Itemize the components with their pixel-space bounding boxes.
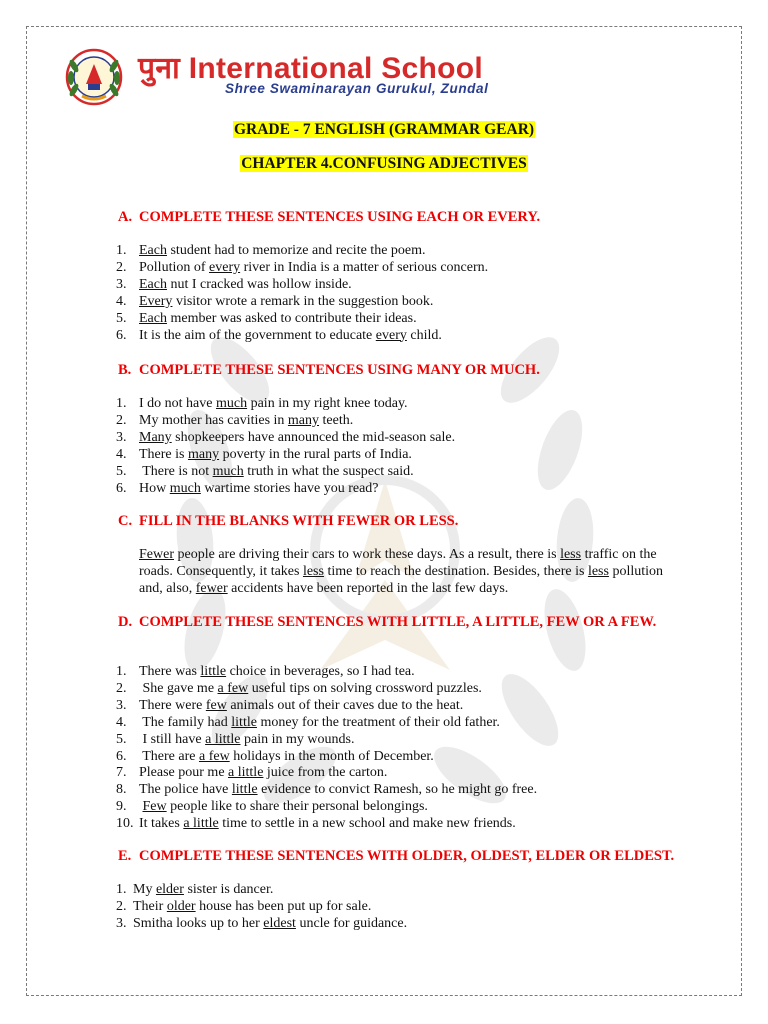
answer-word: a few <box>217 680 249 696</box>
item-number: 3. <box>116 429 127 445</box>
sentence-item <box>116 749 537 766</box>
sentence-item <box>116 732 537 749</box>
answer-word: Few <box>142 799 167 815</box>
sentence-item <box>116 698 537 715</box>
sentence-text: nut I cracked was hollow inside. <box>166 276 352 292</box>
item-number: 1. <box>116 882 127 897</box>
answer-word: less <box>587 563 609 579</box>
sentence-item <box>116 715 537 732</box>
sentence-text: The family had <box>139 714 232 730</box>
section-d-heading: D. COMPLETE THESE SENTENCES WITH LITTLE, A LITTLE, FEW OR A FEW. <box>118 614 657 630</box>
paragraph-text: people are driving their cars to work these days. As a result, there is <box>174 547 561 562</box>
sentence-text: sister is dancer. <box>183 882 274 897</box>
sentence-item <box>116 481 455 498</box>
sentence-item <box>116 413 455 430</box>
sentence-text: pain in my right knee today. <box>247 396 408 411</box>
answer-word: fewer <box>195 580 228 596</box>
answer-word: a few <box>198 748 230 764</box>
sentence-text: Please pour me <box>139 765 229 781</box>
sentence-text: Smitha looks up to her <box>133 915 264 931</box>
answer-word: less <box>302 563 324 579</box>
answer-word: Each <box>139 243 167 258</box>
sentence-item <box>116 882 407 899</box>
sentence-item <box>116 277 488 294</box>
school-name-hindi: पुना <box>138 52 181 85</box>
item-number: 1. <box>116 396 127 411</box>
sentence-text: pain in my wounds. <box>240 731 355 747</box>
sentence-text: wartime stories have you read? <box>200 480 379 496</box>
sentence-item <box>116 243 488 260</box>
answer-word: Each <box>139 276 167 292</box>
item-number: 2. <box>116 259 127 275</box>
sentence-text: It takes <box>139 816 184 832</box>
item-number: 6. <box>116 480 127 496</box>
sentence-text: Their <box>133 898 167 914</box>
sentence-item <box>116 430 455 447</box>
item-number: 2. <box>116 898 127 914</box>
sentence-item <box>116 816 537 833</box>
section-b-heading: B. COMPLETE THESE SENTENCES USING MANY OR MUCH. <box>118 362 540 378</box>
answer-word: many <box>287 412 320 428</box>
school-subtitle: Shree Swaminarayan Gurukul, Zundal <box>225 81 489 96</box>
chapter-title: CHAPTER 4.CONFUSING ADJECTIVES <box>241 155 527 172</box>
sentence-item <box>116 447 455 464</box>
sentence-text: There is not <box>139 463 213 479</box>
sentence-item <box>116 464 455 481</box>
answer-word: much <box>169 480 201 496</box>
sentence-text: truth in what the suspect said. <box>243 463 414 479</box>
sentence-text: I do not have <box>139 396 216 411</box>
answer-word: eldest <box>263 915 296 931</box>
sentence-item <box>116 765 537 782</box>
school-logo <box>64 48 124 106</box>
sentence-text: animals out of their caves due to the heat. <box>226 697 464 713</box>
item-number: 5. <box>116 731 127 747</box>
answer-word: older <box>166 898 196 914</box>
sentence-text: How <box>139 480 170 496</box>
section-e-list <box>116 882 407 933</box>
sentence-text: There is <box>139 446 188 462</box>
sentence-text: She gave me <box>139 680 218 696</box>
paragraph-text: pollution and, also, <box>139 563 663 596</box>
sentence-text: house has been put up for sale. <box>195 898 372 914</box>
section-a-list <box>116 243 488 344</box>
paragraph-text: traffic on the roads. Consequently, it takes <box>139 547 657 579</box>
section-c-paragraph <box>139 547 679 598</box>
answer-word: little <box>231 782 258 798</box>
school-name-english: International School <box>188 52 484 85</box>
item-number: 6. <box>116 327 127 343</box>
answer-word: Each <box>139 310 167 326</box>
item-number: 8. <box>116 782 127 798</box>
item-number: 1. <box>116 664 127 679</box>
answer-word: Fewer <box>139 547 174 562</box>
answer-word: every <box>375 327 407 343</box>
sentence-text: time to settle in a new school and make new friends. <box>218 816 516 832</box>
sentence-text: There were <box>139 697 206 713</box>
item-number: 9. <box>116 799 127 815</box>
sentence-text: Pollution of <box>139 259 210 275</box>
sentence-text: shopkeepers have announced the mid-season sale. <box>171 429 456 445</box>
item-number: 4. <box>116 446 127 462</box>
answer-word: a little <box>205 731 241 747</box>
item-number: 4. <box>116 293 127 309</box>
sentence-text: child. <box>406 327 442 343</box>
section-e-heading: E. COMPLETE THESE SENTENCES WITH OLDER, OLDEST, ELDER OR ELDEST. <box>118 848 675 864</box>
sentence-text: poverty in the rural parts of India. <box>219 446 412 462</box>
sentence-text: people like to share their personal belongings. <box>166 799 428 815</box>
answer-word: much <box>215 396 248 411</box>
sentence-item <box>116 260 488 277</box>
sentence-text: money for the treatment of their old father. <box>256 714 500 730</box>
sentence-text: There was <box>139 664 201 679</box>
section-b-list <box>116 396 455 497</box>
sentence-text: The police have <box>139 782 232 798</box>
sentence-item <box>116 916 407 933</box>
sentence-item <box>116 799 537 816</box>
sentence-item <box>116 782 537 799</box>
sentence-item <box>116 681 537 698</box>
answer-word: every <box>209 259 241 275</box>
sentence-text: There are <box>139 748 199 764</box>
item-number: 10. <box>116 816 134 832</box>
school-header <box>60 48 720 108</box>
item-number: 1. <box>116 243 127 258</box>
sentence-text: choice in beverages, so I had tea. <box>226 664 415 679</box>
item-number: 3. <box>116 276 127 292</box>
sentence-item <box>116 294 488 311</box>
answer-word: Many <box>139 429 172 445</box>
item-number: 3. <box>116 915 127 931</box>
grade-title: GRADE - 7 ENGLISH (GRAMMAR GEAR) <box>233 121 535 138</box>
item-number: 2. <box>116 412 127 428</box>
sentence-text: teeth. <box>319 412 354 428</box>
item-number: 6. <box>116 748 127 764</box>
sentence-item <box>116 664 537 681</box>
answer-word: much <box>212 463 244 479</box>
paragraph-text: accidents have been reported in the last few days. <box>227 580 509 596</box>
answer-word: elder <box>155 882 184 897</box>
sentence-text: evidence to convict Ramesh, so he might go free. <box>257 782 538 798</box>
sentence-text: member was asked to contribute their ideas. <box>166 310 417 326</box>
sentence-text: juice from the carton. <box>263 765 388 781</box>
answer-word: a little <box>183 816 219 832</box>
sentence-text: uncle for guidance. <box>295 915 408 931</box>
item-number: 3. <box>116 697 127 713</box>
answer-word: little <box>231 714 257 730</box>
answer-word: a little <box>228 765 264 781</box>
sentence-text: visitor wrote a remark in the suggestion book. <box>172 293 434 309</box>
answer-word: less <box>560 547 582 562</box>
sentence-item <box>116 899 407 916</box>
paragraph-text: time to reach the destination. Besides, there is <box>323 563 588 579</box>
item-number: 2. <box>116 680 127 696</box>
item-number: 7. <box>116 765 127 781</box>
item-number: 5. <box>116 310 127 326</box>
sentence-item <box>116 396 455 413</box>
answer-word: little <box>200 664 227 679</box>
section-c-heading: C. FILL IN THE BLANKS WITH FEWER OR LESS. <box>118 513 459 529</box>
sentence-text: holidays in the month of December. <box>229 748 434 764</box>
sentence-text: useful tips on solving crossword puzzles. <box>248 680 482 696</box>
answer-word: Every <box>139 293 173 309</box>
answer-word: many <box>187 446 220 462</box>
sentence-text: river in India is a matter of serious concern. <box>240 259 489 275</box>
sentence-text: My <box>133 882 156 897</box>
sentence-item <box>116 328 488 345</box>
section-a-heading: A. COMPLETE THESE SENTENCES USING EACH OR EVERY. <box>118 209 541 225</box>
item-number: 5. <box>116 463 127 479</box>
answer-word: few <box>205 697 227 713</box>
sentence-text: I still have <box>139 731 206 747</box>
sentence-text: It is the aim of the government to educate <box>139 327 376 343</box>
item-number: 4. <box>116 714 127 730</box>
sentence-item <box>116 311 488 328</box>
section-d-list <box>116 664 537 833</box>
sentence-text: My mother has cavities in <box>139 412 288 428</box>
sentence-text: student had to memorize and recite the poem. <box>166 243 426 258</box>
